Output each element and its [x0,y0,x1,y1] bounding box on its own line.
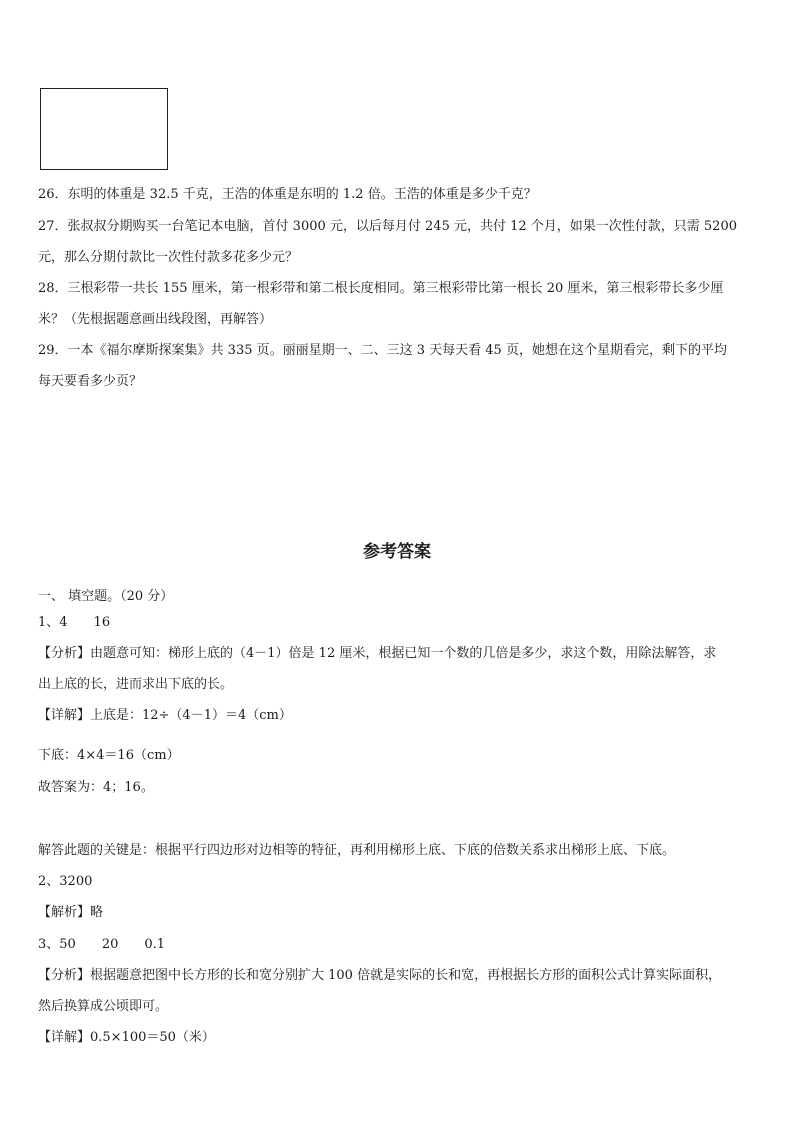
answer-2: 2、3200 [38,874,93,889]
drawing-box [40,88,168,170]
answer-1-result: 故答案为：4；16。 [38,780,154,795]
answer-1: 1、4 16 [38,615,111,630]
section-heading: 一、 填空题。（20 分） [38,589,174,604]
answer-1-detail: 【详解】上底是：12÷（4－1）＝4（cm） [38,708,292,723]
answer-3: 3、50 20 0.1 [38,937,166,952]
question-28: 28．三根彩带一共长 155 厘米，第一根彩带和第二根长度相同。第三根彩带比第一根长 20 厘米，第三根彩带长多少厘 [38,281,724,296]
answer-3-analysis-cont: 然后换算成公顷即可。 [38,999,169,1014]
answer-1-analysis: 【分析】由题意可知：梯形上底的（4－1）倍是 12 厘米，根据已知一个数的几倍是多少，求这个数，用除法解答，求 [38,646,717,661]
answer-3-detail: 【详解】0.5×100＝50（米） [38,1030,215,1045]
question-28-cont: 米？（先根据题意画出线段图，再解答） [38,312,273,327]
question-29: 29．一本《福尔摩斯探案集》共 335 页。丽丽星期一、二、三这 3 天每天看 45 页，她想在这个星期看完，剩下的平均 [38,343,727,358]
question-27: 27．张叔叔分期购买一台笔记本电脑，首付 3000 元，以后每月付 245 元，共付 12 个月，如果一次性付款，只需 5200 [38,219,737,234]
question-27-cont: 元，那么分期付款比一次性付款多花多少元？ [38,250,299,265]
answer-1-detail-2: 下底：4×4＝16（cm） [38,748,180,763]
answer-1-note: 解答此题的关键是：根据平行四边形对边相等的特征，再利用梯形上底、下底的倍数关系求出梯形上底、下底。 [38,843,676,858]
answer-title: 参考答案 [363,542,431,562]
question-26: 26．东明的体重是 32.5 千克，王浩的体重是东明的 1.2 倍。王浩的体重是多少千克？ [38,187,537,202]
answer-2-analysis: 【解析】略 [38,905,104,920]
answer-1-analysis-cont: 出上底的长，进而求出下底的长。 [38,677,234,692]
question-29-cont: 每天要看多少页？ [38,374,143,389]
answer-3-analysis: 【分析】根据题意把图中长方形的长和宽分别扩大 100 倍就是实际的长和宽，再根据长方形的面积公式计算实际面积， [38,968,722,983]
